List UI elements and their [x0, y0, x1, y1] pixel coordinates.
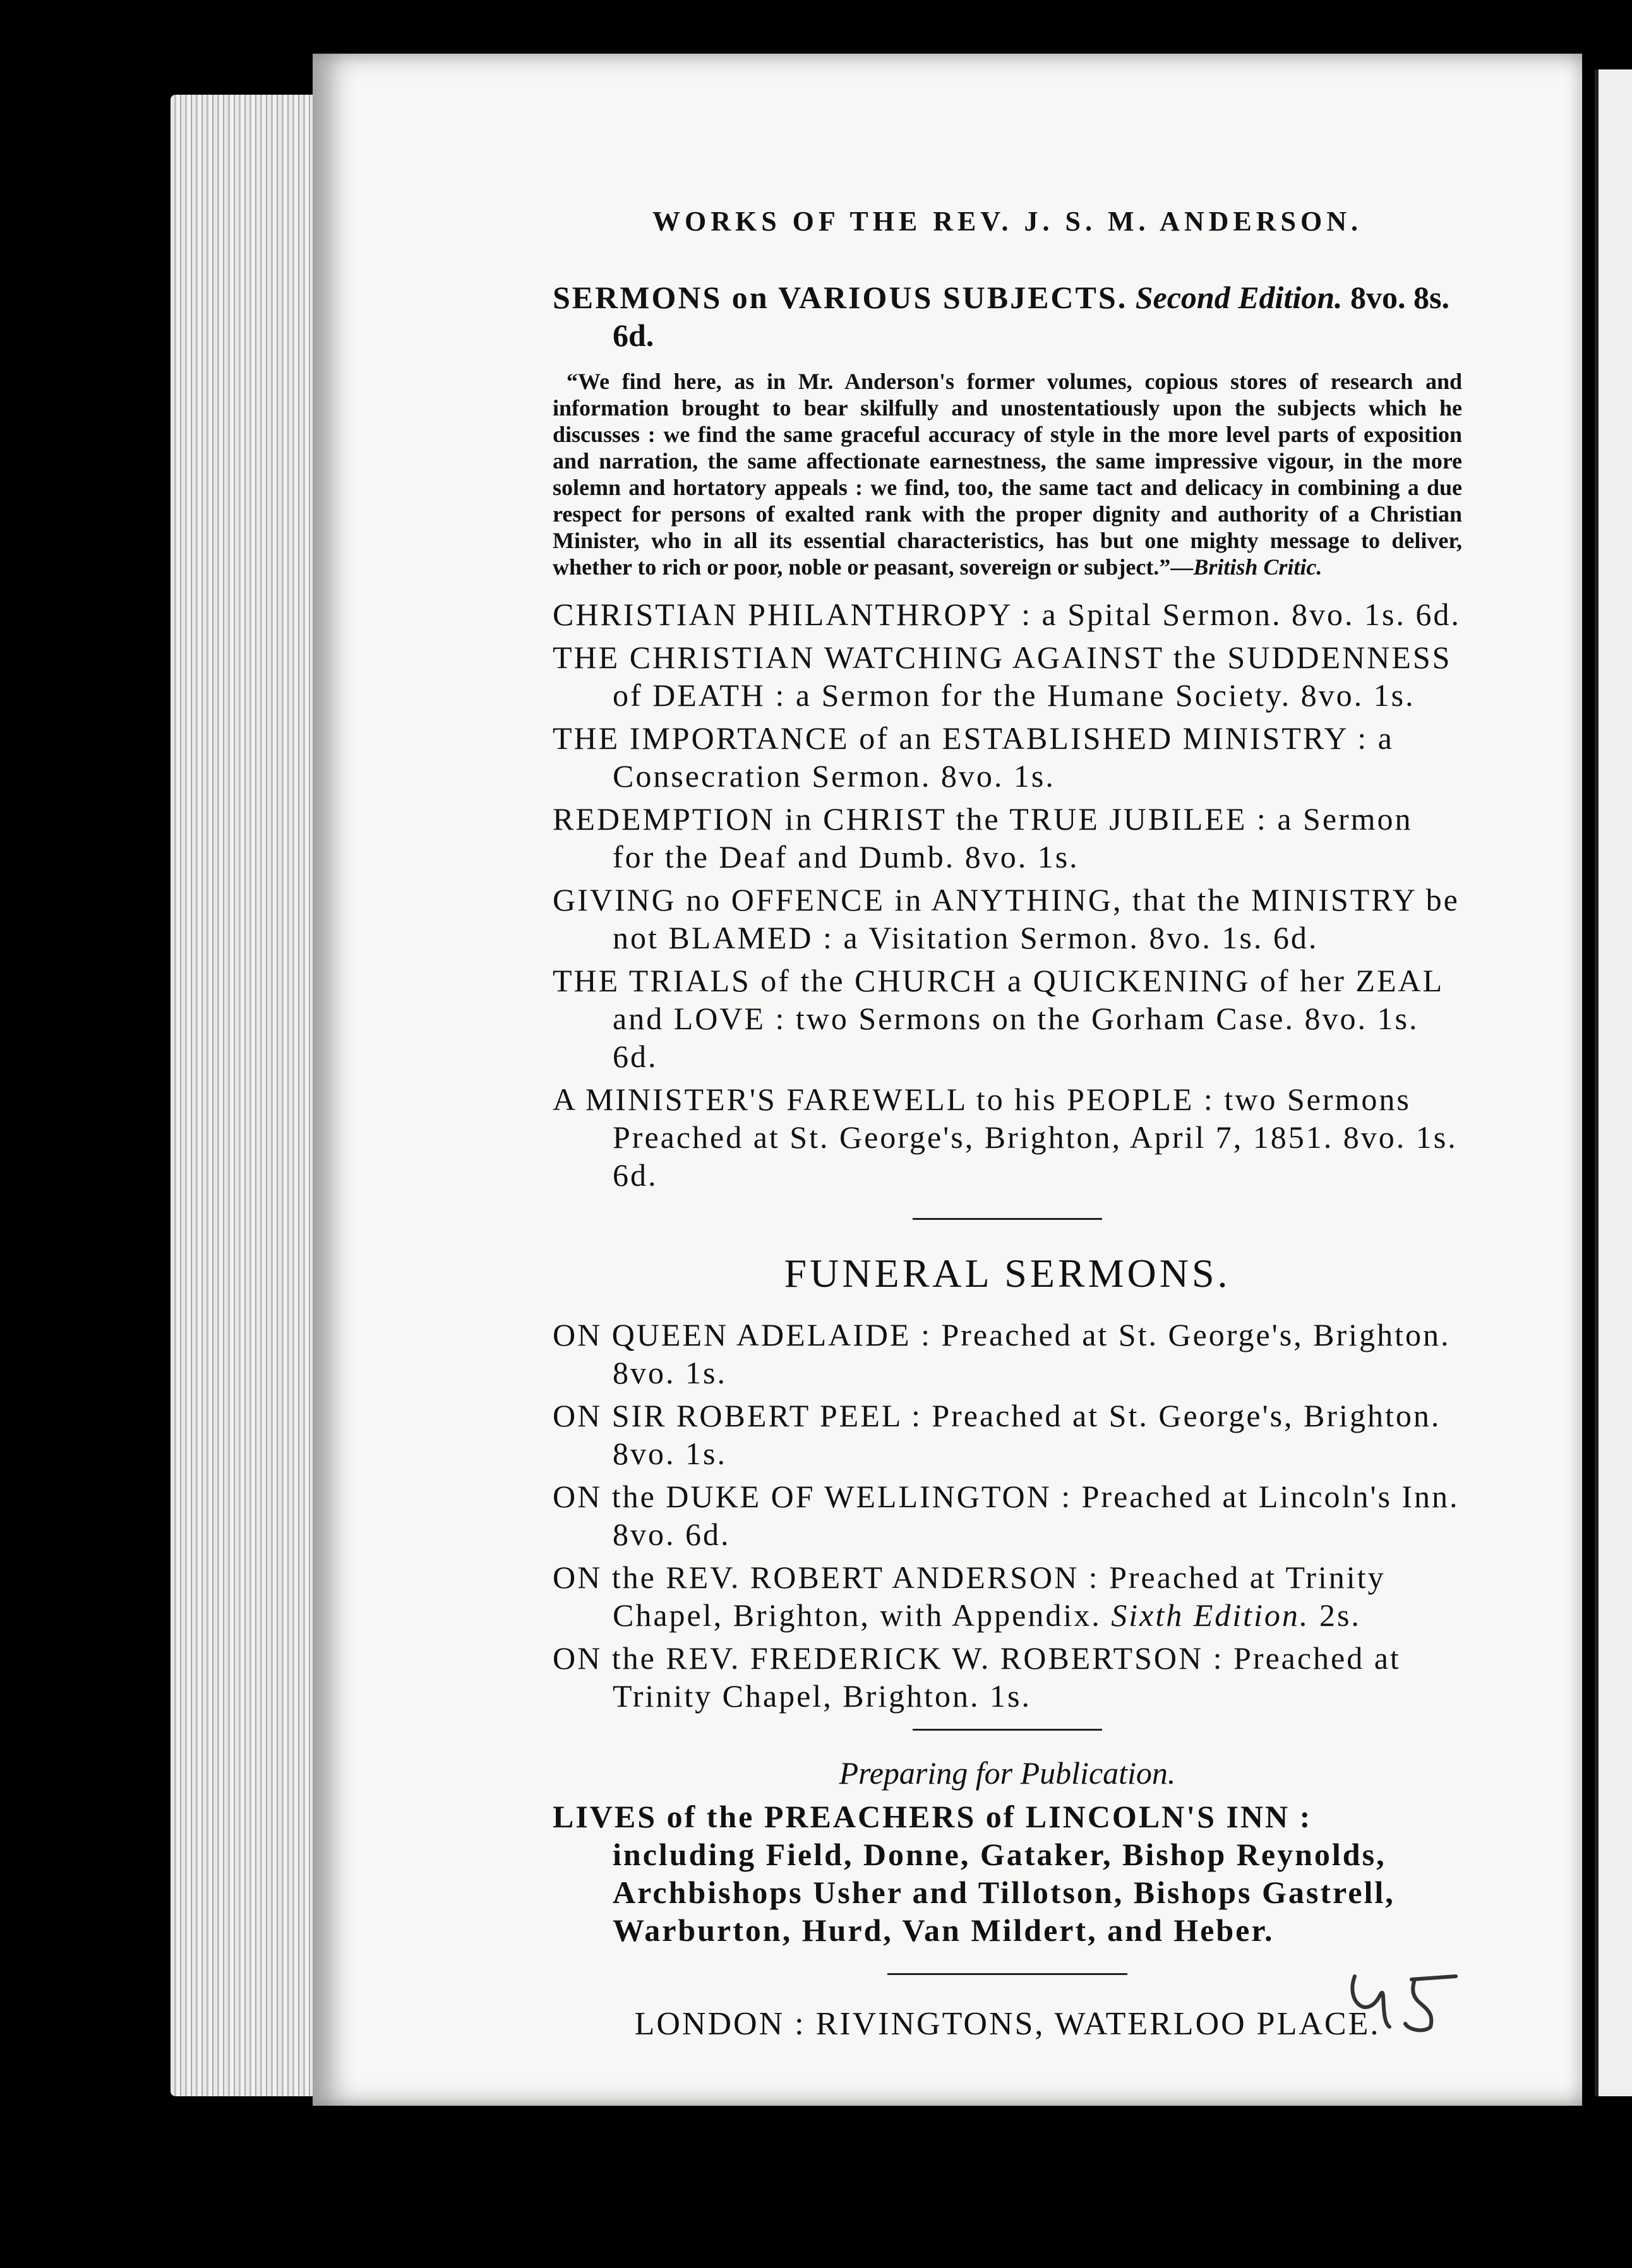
funeral-entry [553, 1316, 1462, 1392]
funeral-entry [553, 1639, 1462, 1715]
publisher-imprint: LONDON : RIVINGTONS, WATERLOO PLACE. [634, 2006, 1381, 2042]
work-text: THE IMPORTANCE of an ESTABLISHED MINISTRY : a Consecration Sermon. 8vo. 1s. [553, 720, 1394, 794]
funeral-price: 2s. [1319, 1597, 1361, 1633]
work-title: SERMONS on VARIOUS SUBJECTS. [553, 280, 1128, 315]
adjacent-page-edge [1595, 69, 1632, 2096]
funeral-edition: Sixth Edition. [1111, 1597, 1310, 1633]
work-entry-farewell [553, 1080, 1462, 1194]
work-entry-watching [553, 638, 1462, 714]
preparing-text: LIVES of the PREACHERS of LINCOLN'S INN : including Field, Donne, Gataker, Bishop Reynolds, Archbishops Usher and Tillotson, Bishops Gastrell, Warburton, Hurd, Van Mildert, and Heber. [553, 1799, 1395, 1948]
work-text: THE CHRISTIAN WATCHING AGAINST the SUDDENNESS of DEATH : a Sermon for the Humane Society. 8vo. 1s. [553, 640, 1452, 713]
funeral-text: ON the DUKE OF WELLINGTON : Preached at Lincoln's Inn. 8vo. 6d. [553, 1479, 1460, 1552]
funeral-entry [553, 1558, 1462, 1634]
book-page-edges [171, 95, 322, 2096]
funeral-sermons-heading: FUNERAL SERMONS. [784, 1251, 1231, 1296]
handwritten-mark [1342, 1964, 1468, 2039]
work-entry-philanthropy [553, 595, 1462, 633]
work-entry-sermons [553, 278, 1462, 354]
funeral-text: ON the REV. ROBERT ANDERSON : Preached at Trinity Chapel, Brighton, with Appendix. [553, 1560, 1386, 1633]
work-text: REDEMPTION in CHRIST the TRUE JUBILEE : a Sermon for the Deaf and Dumb. 8vo. 1s. [553, 801, 1413, 874]
funeral-text: ON the REV. FREDERICK W. ROBERTSON : Preached at Trinity Chapel, Brighton. 1s. [553, 1640, 1401, 1714]
funeral-entry [553, 1477, 1462, 1553]
funeral-entry [553, 1397, 1462, 1472]
work-text: THE TRIALS of the CHURCH a QUICKENING of her ZEAL and LOVE : two Sermons on the Gorham Case. 8vo. 1s. 6d. [553, 963, 1443, 1074]
divider-rule [887, 1973, 1127, 1975]
book-page [313, 54, 1582, 2106]
work-entry-offence [553, 881, 1462, 957]
work-entry-trials [553, 962, 1462, 1075]
funeral-text: ON QUEEN ADELAIDE : Preached at St. George's, Brighton. 8vo. 1s. [553, 1317, 1451, 1390]
work-entry-redemption [553, 800, 1462, 876]
divider-rule [913, 1218, 1102, 1220]
funeral-text: ON SIR ROBERT PEEL : Preached at St. George's, Brighton. 8vo. 1s. [553, 1398, 1441, 1471]
review-quote-source: British Critic. [1193, 554, 1323, 580]
preparing-entry [553, 1798, 1462, 1949]
work-text: CHRISTIAN PHILANTHROPY : a Spital Sermon. 8vo. 1s. 6d. [553, 597, 1461, 632]
page-content [553, 205, 1462, 2043]
work-entry-ministry [553, 719, 1462, 795]
preparing-heading: Preparing for Publication. [839, 1755, 1176, 1791]
running-head: WORKS OF THE REV. J. S. M. ANDERSON. [652, 206, 1362, 237]
review-quote [553, 368, 1462, 580]
work-text: A MINISTER'S FAREWELL to his PEOPLE : two Sermons Preached at St. George's, Brighton, April 7, 1851. 8vo. 1s. 6d. [553, 1082, 1458, 1193]
work-price: 8vo. 8s. 6d. [613, 280, 1450, 353]
work-text: GIVING no OFFENCE in ANYTHING, that the MINISTRY be not BLAMED : a Visitation Sermon. 8vo. 1s. 6d. [553, 882, 1460, 955]
divider-rule [913, 1729, 1102, 1731]
work-edition: Second Edition. [1135, 280, 1343, 315]
review-quote-text: “We find here, as in Mr. Anderson's former volumes, copious stores of research and information brought to bear skilfully and unostentatiously upon the subjects which he discusses : we find the same graceful accuracy of style in the more level parts of exposition and narration, the same affectionate earnestness, the same impressive vigour, in the more solemn and hortatory appeals : we find, too, the same tact and delicacy in combining a due respect for persons of exalted rank with the proper dignity and authority of a Christian Minister, who in all its essential characteristics, has but one mighty message to deliver, whether to rich or poor, noble or peasant, sovereign or subject.”— [553, 369, 1462, 580]
